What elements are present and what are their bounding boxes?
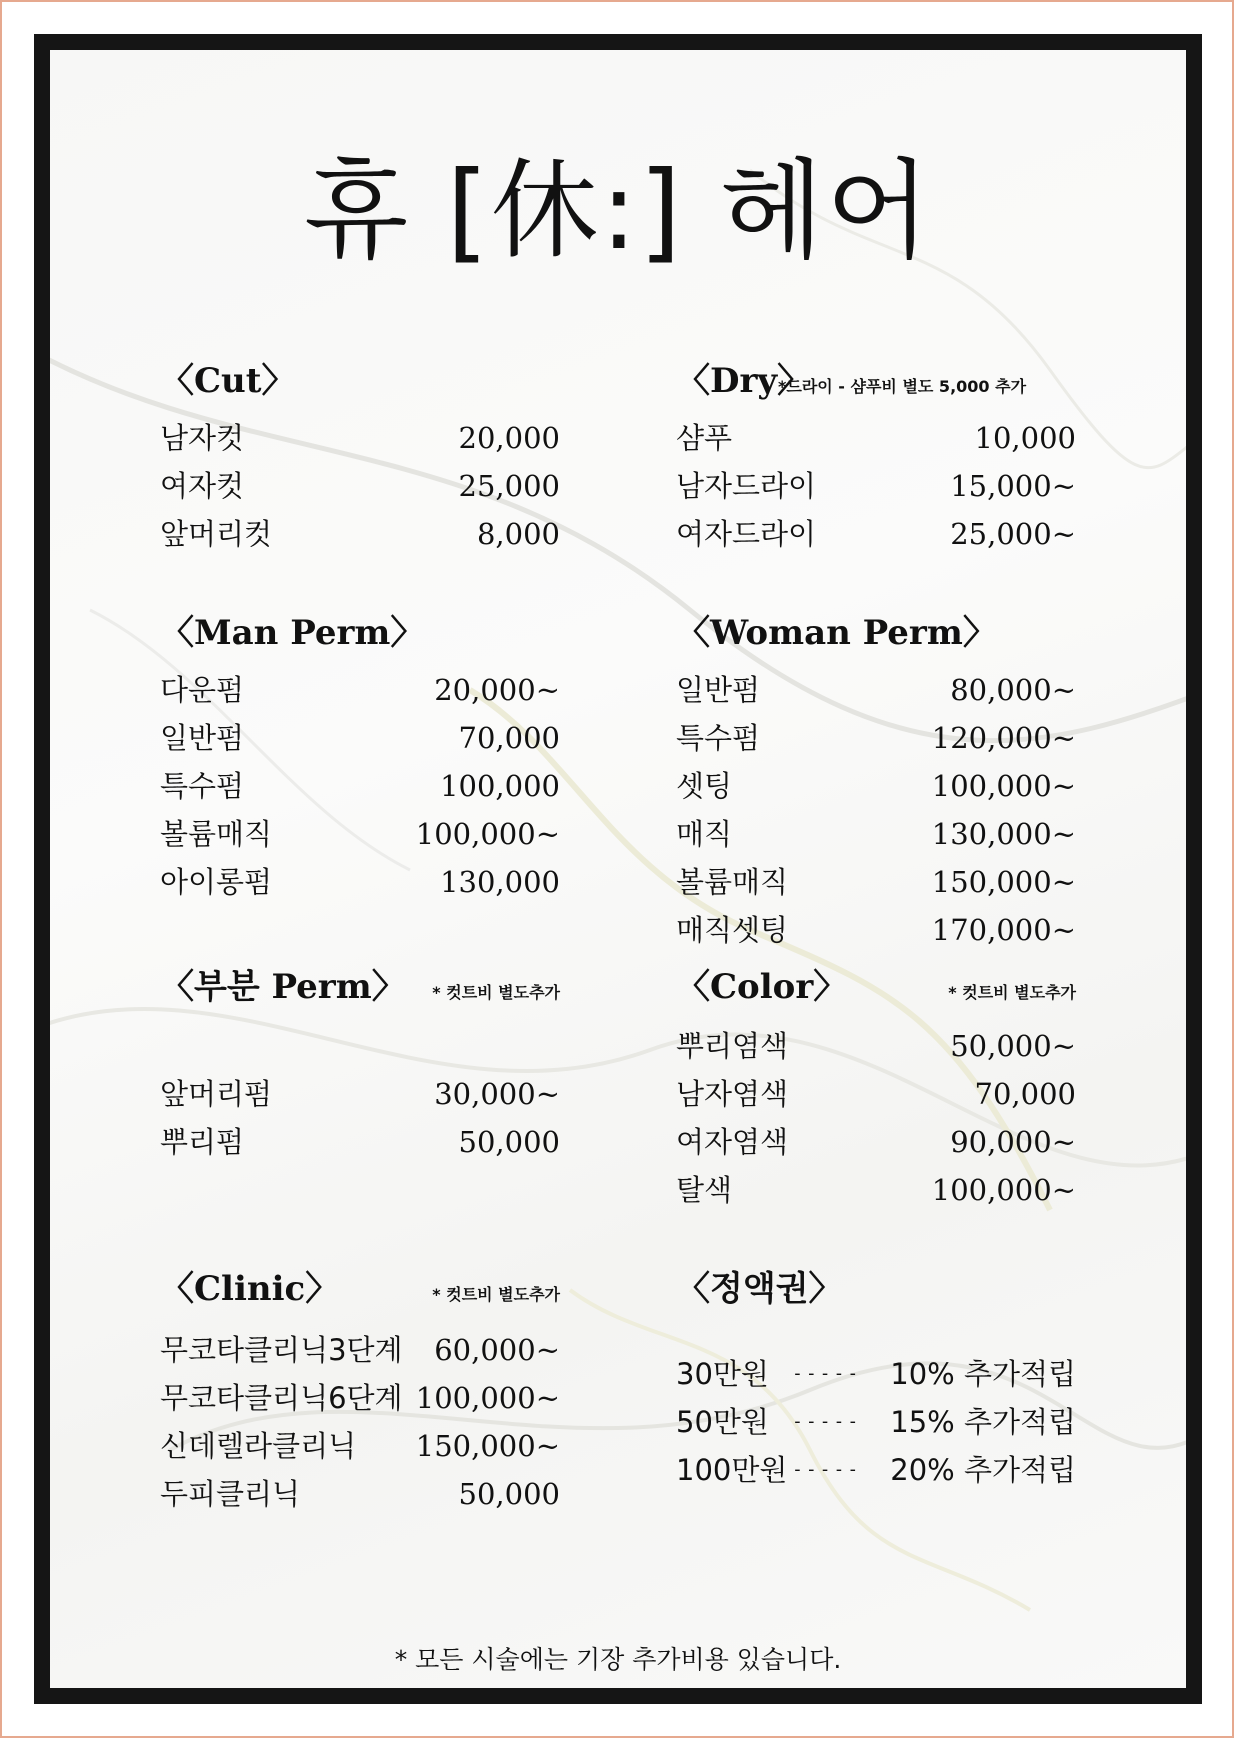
item-price: 90,000~ — [950, 1125, 1076, 1159]
item-name: 일반펌 — [160, 721, 245, 755]
prepaid-bonus: 20% 추가적립 — [890, 1453, 1076, 1487]
section-prepaid — [676, 1266, 1076, 1494]
menu-item — [160, 714, 560, 762]
prepaid-dash: ----- — [792, 1411, 862, 1432]
item-name: 무코타클리닉3단계 — [160, 1333, 403, 1367]
section-dry — [676, 358, 1076, 558]
item-price: 70,000 — [458, 721, 560, 755]
item-price: 20,000~ — [434, 673, 560, 707]
menu-item — [676, 858, 1076, 906]
item-price: 150,000~ — [415, 1429, 560, 1463]
section-note: * 컷트비 별도추가 — [432, 1285, 560, 1304]
prepaid-amount: 50만원 — [676, 1405, 769, 1439]
item-price: 100,000~ — [415, 1381, 560, 1415]
section-note: *드라이 - 샴푸비 별도 5,000 추가 — [778, 377, 1027, 396]
item-price: 10,000 — [974, 421, 1076, 455]
item-name: 앞머리펌 — [160, 1077, 273, 1111]
menu-item — [160, 462, 560, 510]
prepaid-item — [676, 1398, 1076, 1446]
item-price: 25,000 — [458, 469, 560, 503]
menu-item — [160, 510, 560, 558]
menu-item — [160, 1326, 560, 1374]
item-name: 다운펌 — [160, 673, 245, 707]
menu-item — [160, 1374, 560, 1422]
item-price: 60,000~ — [434, 1333, 560, 1367]
menu-item — [160, 414, 560, 462]
item-price: 20,000 — [458, 421, 560, 455]
item-name: 탈색 — [676, 1173, 733, 1207]
prepaid-dash: ----- — [792, 1459, 862, 1480]
section-clinic — [160, 1266, 560, 1518]
menu-item — [160, 1470, 560, 1518]
item-name: 볼륨매직 — [160, 817, 273, 851]
item-price: 70,000 — [974, 1077, 1076, 1111]
menu-item — [676, 1022, 1076, 1070]
section-color — [676, 964, 1076, 1214]
item-price: 130,000~ — [931, 817, 1076, 851]
item-name: 특수펌 — [160, 769, 245, 803]
menu-item — [676, 1070, 1076, 1118]
section-heading: 〈Cut〉 — [160, 361, 296, 401]
item-name: 남자드라이 — [676, 469, 817, 503]
section-partial-perm — [160, 964, 560, 1166]
menu-item — [160, 666, 560, 714]
prepaid-item — [676, 1446, 1076, 1494]
item-name: 뿌리염색 — [676, 1029, 789, 1063]
item-price: 15,000~ — [950, 469, 1076, 503]
section-cut — [160, 358, 560, 558]
section-man-perm — [160, 610, 560, 906]
section-heading: 〈부분 Perm〉 — [160, 967, 406, 1007]
menu-item — [160, 1070, 560, 1118]
item-name: 여자컷 — [160, 469, 245, 503]
item-name: 여자드라이 — [676, 517, 817, 551]
menu-item — [160, 858, 560, 906]
item-name: 매직셋팅 — [676, 913, 789, 947]
section-woman-perm — [676, 610, 1076, 950]
item-price: 50,000 — [458, 1477, 560, 1511]
menu-item — [160, 810, 560, 858]
item-price: 170,000~ — [931, 913, 1076, 947]
prepaid-amount: 30만원 — [676, 1357, 769, 1391]
menu-item — [160, 1118, 560, 1166]
item-name: 두피클리닉 — [160, 1477, 301, 1511]
item-price: 100,000 — [440, 769, 560, 803]
prepaid-item — [676, 1350, 1076, 1398]
item-name: 일반펌 — [676, 673, 761, 707]
prepaid-bonus: 15% 추가적립 — [890, 1405, 1076, 1439]
item-price: 150,000~ — [931, 865, 1076, 899]
menu-item — [160, 762, 560, 810]
menu-item — [160, 1422, 560, 1470]
section-note: * 컷트비 별도추가 — [948, 983, 1076, 1002]
item-price: 8,000 — [476, 517, 560, 551]
prepaid-dash: ----- — [792, 1363, 862, 1384]
prepaid-bonus: 10% 추가적립 — [890, 1357, 1076, 1391]
item-name: 셋팅 — [676, 769, 733, 803]
item-name: 여자염색 — [676, 1125, 789, 1159]
menu-item — [676, 1118, 1076, 1166]
menu-item — [676, 666, 1076, 714]
item-price: 80,000~ — [950, 673, 1076, 707]
item-name: 앞머리컷 — [160, 517, 273, 551]
section-heading: 〈Dry〉 — [676, 361, 812, 401]
item-name: 남자염색 — [676, 1077, 789, 1111]
item-price: 30,000~ — [434, 1077, 560, 1111]
menu-item — [676, 1166, 1076, 1214]
menu-item — [676, 906, 1076, 950]
menu-item — [676, 510, 1076, 558]
item-price: 50,000~ — [950, 1029, 1076, 1063]
item-price: 25,000~ — [950, 517, 1076, 551]
menu-item — [676, 810, 1076, 858]
item-name: 무코타클리닉6단계 — [160, 1381, 403, 1415]
item-name: 특수펌 — [676, 721, 761, 755]
section-heading: 〈Woman Perm〉 — [676, 613, 997, 653]
menu-item — [676, 714, 1076, 762]
prepaid-amount: 100만원 — [676, 1453, 788, 1487]
menu-board — [34, 34, 1202, 1704]
item-price: 130,000 — [440, 865, 560, 899]
item-name: 아이롱펌 — [160, 865, 273, 899]
menu-item — [676, 762, 1076, 810]
menu-item — [676, 462, 1076, 510]
item-name: 남자컷 — [160, 421, 245, 455]
menu-item — [676, 414, 1076, 462]
item-name: 볼륨매직 — [676, 865, 789, 899]
item-price: 100,000~ — [931, 769, 1076, 803]
item-name: 뿌리펌 — [160, 1125, 245, 1159]
section-heading: 〈Color〉 — [676, 967, 848, 1007]
section-heading: 〈Man Perm〉 — [160, 613, 425, 653]
item-name: 샴푸 — [676, 421, 733, 455]
section-note: * 컷트비 별도추가 — [432, 983, 560, 1002]
section-heading: 〈Clinic〉 — [160, 1269, 340, 1309]
item-price: 50,000 — [458, 1125, 560, 1159]
item-name: 신데렐라클리닉 — [160, 1429, 357, 1463]
item-price: 120,000~ — [931, 721, 1076, 755]
footer-note: * 모든 시술에는 기장 추가비용 있습니다. — [394, 1645, 842, 1674]
item-price: 100,000~ — [931, 1173, 1076, 1207]
item-name: 매직 — [676, 817, 733, 851]
item-price: 100,000~ — [415, 817, 560, 851]
section-heading: 〈정액권〉 — [676, 1269, 843, 1309]
salon-title: 휴 [休:] 헤어 — [303, 149, 933, 274]
